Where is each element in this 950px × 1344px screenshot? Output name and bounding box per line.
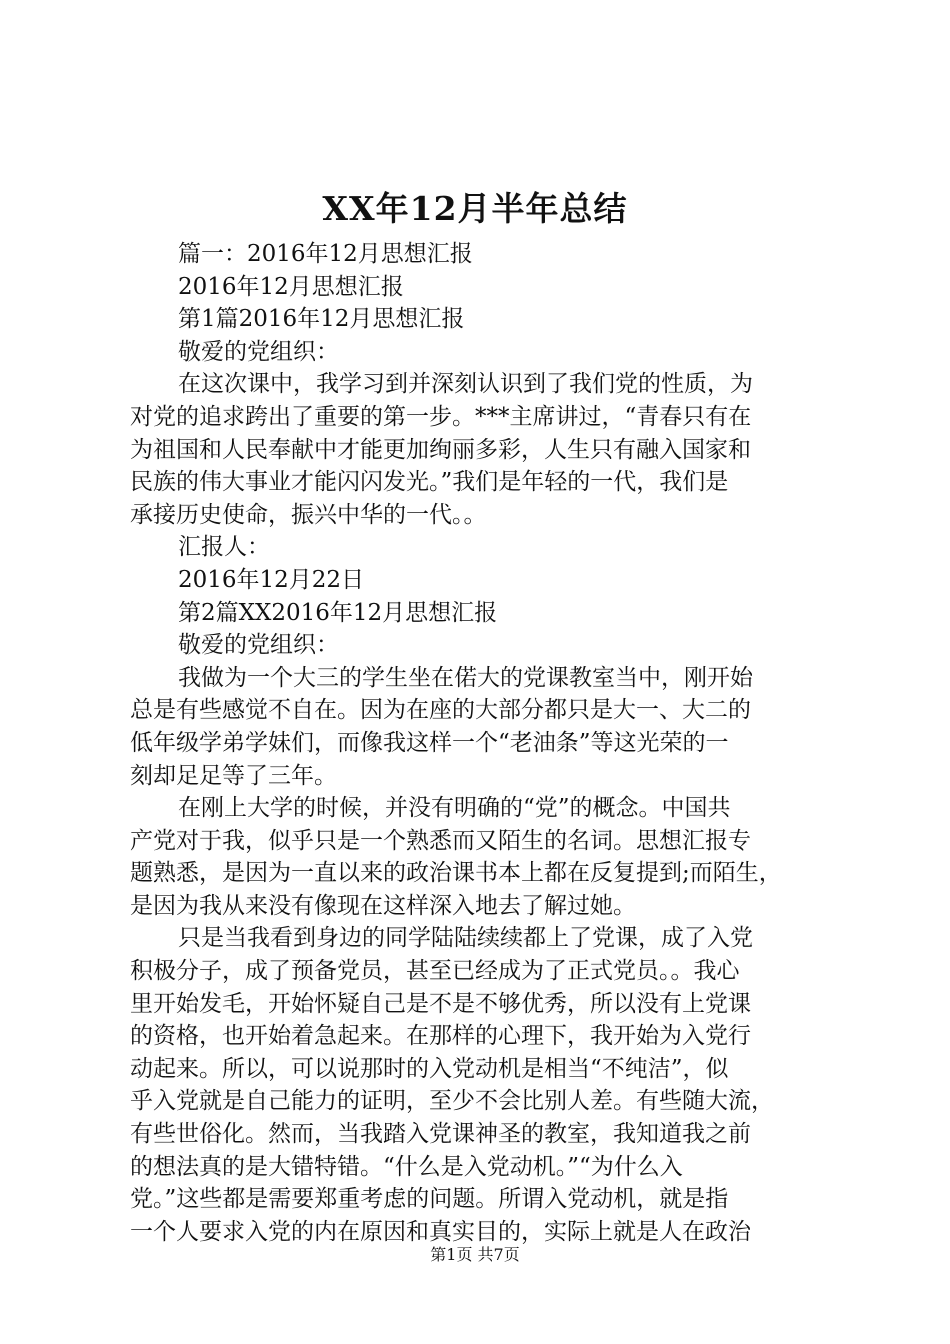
- text-line: 敬爱的党组织：: [178, 338, 339, 365]
- document-title: XX年12月半年总结: [322, 189, 628, 228]
- text-line: 刻却足足等了三年。: [130, 762, 337, 789]
- text-line: 承接历史使命，振兴中华的一代。。: [130, 501, 487, 528]
- text-line: 党。”这些都是需要郑重考虑的问题。所谓入党动机，就是指: [130, 1186, 729, 1213]
- text-line: 在刚上大学的时候，并没有明确的“党”的概念。中国共: [178, 795, 731, 822]
- text-line: 第2篇XX2016年12月思想汇报: [178, 599, 498, 626]
- text-line: 产党对于我，似乎只是一个熟悉而又陌生的名词。思想汇报专: [130, 827, 751, 854]
- text-line: 里开始发毛，开始怀疑自己是不是不够优秀，所以没有上党课: [130, 990, 751, 1017]
- text-line: 只是当我看到身边的同学陆陆续续都上了党课，成了入党: [178, 925, 753, 952]
- text-line: 有些世俗化。然而，当我踏入党课神圣的教室，我知道我之前: [130, 1121, 751, 1148]
- text-line: 是因为我从来没有像现在这样深入地去了解过她。: [130, 892, 636, 919]
- text-line: 2016年12月思想汇报: [178, 273, 404, 300]
- text-line: 低年级学弟学妹们，而像我这样一个“老油条”等这光荣的一: [130, 729, 729, 756]
- text-line: 总是有些感觉不自在。因为在座的大部分都只是大一、大二的: [130, 697, 751, 724]
- text-line: 篇一：2016年12月思想汇报: [178, 241, 473, 267]
- document-body: [130, 238, 830, 1248]
- text-line: 汇报人：: [178, 534, 270, 561]
- text-line: 敬爱的党组织：: [178, 632, 339, 659]
- text-line: 民族的伟大事业才能闪闪发光。”我们是年轻的一代，我们是: [130, 469, 729, 496]
- text-line: 对党的追求跨出了重要的第一步。***主席讲过，“青春只有在: [130, 403, 752, 430]
- text-line: 在这次课中，我学习到并深刻认识到了我们党的性质，为: [178, 371, 753, 398]
- text-line: 积极分子，成了预备党员，甚至已经成为了正式党员。。我心: [130, 958, 740, 985]
- text-line: 第1篇2016年12月思想汇报: [178, 306, 465, 333]
- text-line: 的想法真的是大错特错。“什么是入党动机。”“为什么入: [130, 1153, 683, 1180]
- text-line: 题熟悉，是因为一直以来的政治课书本上都在反复提到;而陌生，: [130, 860, 782, 887]
- text-line: 我做为一个大三的学生坐在偌大的党课教室当中，刚开始: [178, 664, 753, 691]
- text-line: 为祖国和人民奉献中才能更加绚丽多彩，人生只有融入国家和: [130, 436, 751, 463]
- text-line: 2016年12月22日: [178, 566, 365, 593]
- text-line: 动起来。所以，可以说那时的入党动机是相当“不纯洁”，似: [130, 1055, 729, 1082]
- page-footer: 第1页 共7页: [430, 1245, 520, 1264]
- text-line: 一个人要求入党的内在原因和真实目的，实际上就是人在政治: [130, 1218, 751, 1245]
- text-line: 的资格，也开始着急起来。在那样的心理下，我开始为入党行: [130, 1023, 751, 1050]
- text-line: 乎入党就是自己能力的证明，至少不会比别人差。有些随大流，: [130, 1088, 774, 1115]
